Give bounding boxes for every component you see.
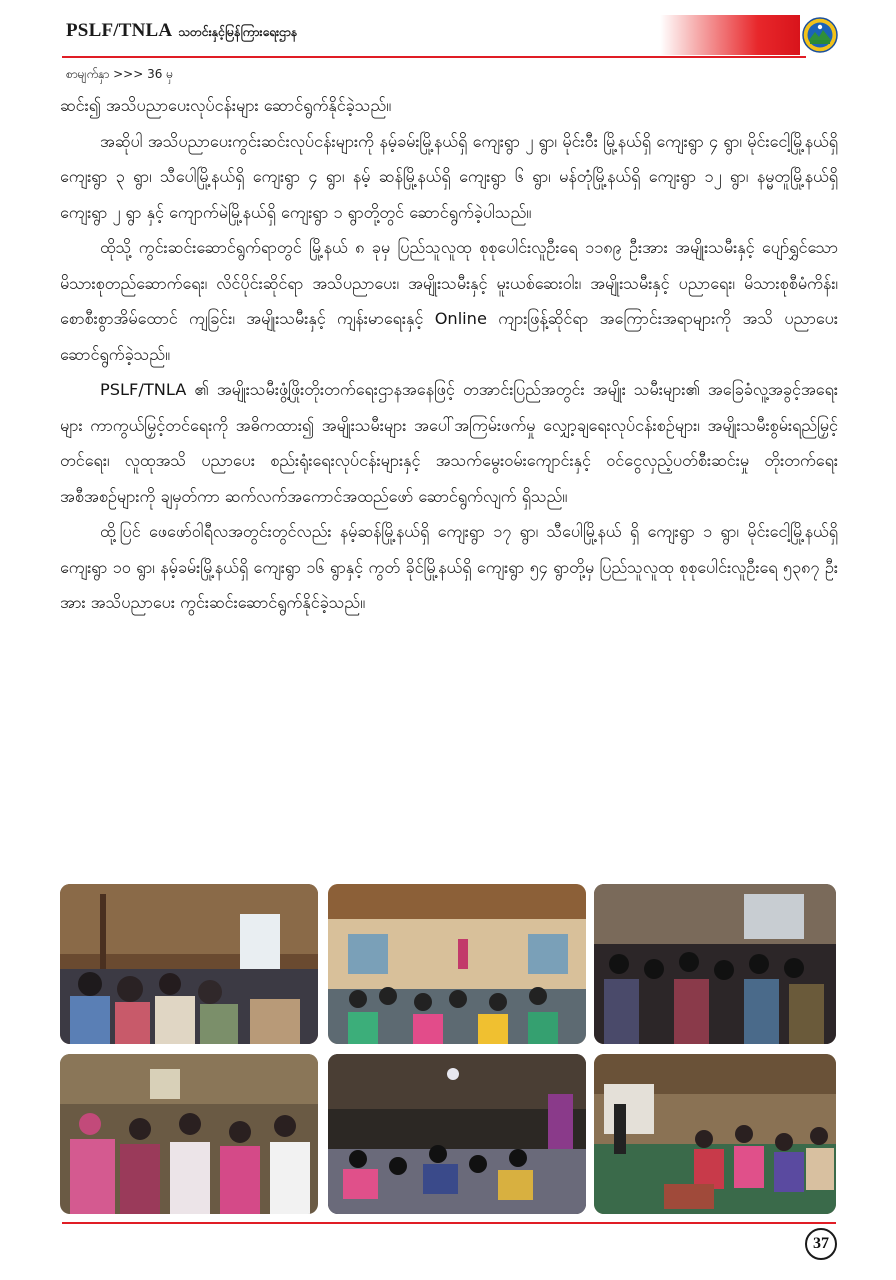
header-subtitle: သတင်းနှင့်မြန်ကြားရေးဌာန xyxy=(178,25,298,39)
header-title xyxy=(66,20,297,42)
paragraph-topics: ထိုသို့ ကွင်းဆင်းဆောင်ရွက်ရာတွင် မြို့နယ် ၈ ခုမှ ပြည်သူလူထု စုစုပေါင်းလူဦးရေ ၁၁၈၉ ဦးအား အမျိုးသမီးနှင့် ပျော်ရွှင်သောမိသားစုတည်ဆောက်ရေး၊ လိင်ပိုင်းဆိုင်ရာ အသိပညာပေး၊ အမျိုးသမီးနှင့် မူးယစ်ဆေးဝါး၊ အမျိုးသမီးနှင့် ပညာရေး၊ မိသားစုစီမံကိန်း၊ စောစီးစွာအိမ်ထောင် ကျခြင်း၊ အမျိုးသမီးနှင့် ကျန်းမာရေးနှင့် Online ကျားဖြန့်ဆိုင်ရာ အကြောင်းအရာများကို အသိ ပညာပေး ဆောင်ရွက်ခဲ့သည်။ xyxy=(60,238,838,364)
header-title-text: PSLF/TNLA xyxy=(66,20,173,41)
article-body xyxy=(60,88,838,621)
photo-meeting-6 xyxy=(594,1054,836,1214)
footer-divider xyxy=(62,1222,836,1224)
organization-logo xyxy=(802,17,838,53)
photo-meeting-4 xyxy=(60,1054,318,1214)
header-red-band xyxy=(660,15,800,55)
header-divider xyxy=(62,56,806,58)
continued-from-reference: စာမျက်နှာ >>> 36 မှ xyxy=(66,67,174,81)
photo-meeting-5 xyxy=(328,1054,586,1214)
photo-meeting-1 xyxy=(60,884,318,1044)
paragraph-villages: အဆိုပါ အသိပညာပေးကွင်းဆင်းလုပ်ငန်းများကို နမ့်ခမ်းမြို့နယ်ရှိ ကျေးရွာ ၂ ရွာ၊ မိုင်းဝီး မြို့နယ်ရှိ ကျေးရွာ ၄ ရွာ၊ မိုင်းငေါ့မြို့နယ်ရှိ ကျေးရွာ ၃ ရွာ၊ သီပေါမြို့နယ်ရှိ ကျေးရွာ ၄ ရွာ၊ နမ့် ဆန်မြို့နယ်ရှိ ကျေးရွာ ၆ ရွာ၊ မန်တုံမြို့နယ်ရှိ ကျေးရွာ ၁၂ ရွာ၊ နမ္မတူမြို့နယ်ရှိ ကျေးရွာ ၂ ရွာ နှင့် ကျောက်မဲမြို့နယ်ရှိ ကျေးရွာ ၁ ရွာတို့တွင် ဆောင်ရွက်ခဲ့ပါသည်။ xyxy=(60,131,838,222)
photo-meeting-2 xyxy=(328,884,586,1044)
paragraph-department: PSLF/TNLA ၏ အမျိုးသမီးဖွံ့ဖြိုးတိုးတက်ရေးဌာနအနေဖြင့် တအာင်းပြည်အတွင်း အမျိုး သမီးများ၏ အခြေခံလူ့အခွင့်အရေးများ ကာကွယ်မြှင့်တင်ရေးကို အဓိကထား၍ အမျိုးသမီးများ အပေါ်အကြမ်းဖက်မှု လျှော့ချရေးလုပ်ငန်းစဉ်များ၊ အမျိုးသမီးစွမ်းရည်မြှင့်တင်ရေး၊ လူထုအသိ ပညာပေး စည်းရုံးရေးလုပ်ငန်းများနှင့် အသက်မွေးဝမ်းကျောင်းနှင့် ဝင်ငွေလှည့်ပတ်စီးဆင်းမှု တိုးတက်ရေး အစီအစဉ်များကို ချမှတ်ကာ ဆက်လက်အကောင်အထည်ဖော် ဆောင်ရွက်လျက် ရှိသည်။ xyxy=(60,380,838,506)
paragraph-continued: ဆင်း၍ အသိပညာပေးလုပ်ငန်းများ ဆောင်ရွက်နိုင်ခဲ့သည်။ xyxy=(60,96,391,115)
photo-meeting-3 xyxy=(594,884,836,1044)
paragraph-february: ထို့ပြင် ဖေဖော်ဝါရီလအတွင်းတွင်လည်း နမ့်ဆန်မြို့နယ်ရှိ ကျေးရွာ ၁၇ ရွာ၊ သီပေါမြို့နယ် ရှိ ကျေးရွာ ၁ ရွာ၊ မိုင်းငေါ့မြို့နယ်ရှိ ကျေးရွာ ၁၀ ရွာ၊ နမ့်ခမ်းမြို့နယ်ရှိ ကျေးရွာ ၁၆ ရွာနှင့် ကွတ် ခိုင်မြို့နယ်ရှိ ကျေးရွာ ၅၄ ရွာတို့မှ ပြည်သူလူထု စုစုပေါင်းလူဦးရေ ၅၃၈၇ ဦးအား အသိပညာပေး ကွင်းဆင်းဆောင်ရွက်နိုင်ခဲ့သည်။ xyxy=(60,522,838,612)
page-number: 37 xyxy=(805,1228,837,1260)
photo-grid xyxy=(60,884,836,1214)
page-header xyxy=(0,0,896,62)
